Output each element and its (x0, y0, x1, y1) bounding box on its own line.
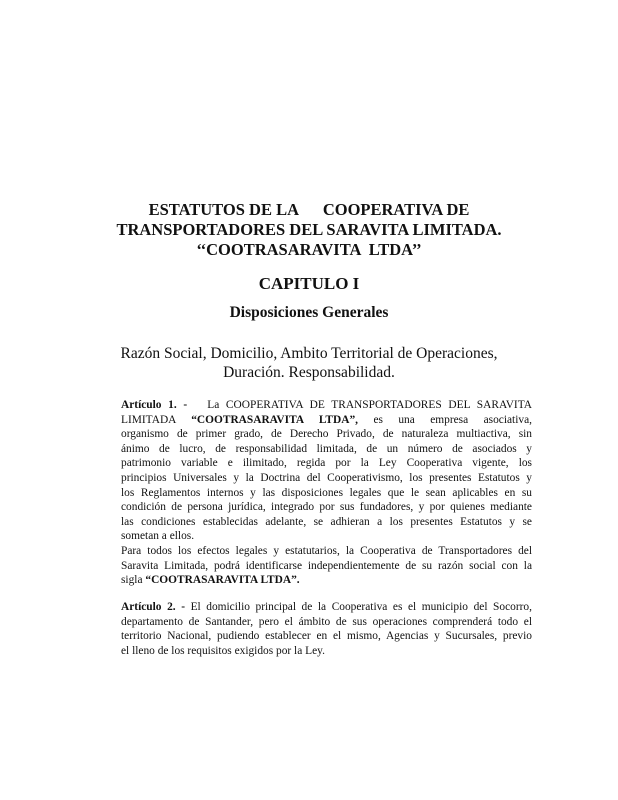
article-2-line-1-text: El domicilio principal de la Cooperativa es el municipio del Socorro, (190, 601, 532, 613)
article-1-line: ánimo de lucro, de responsabilidad limitada, de un número de asociados y (121, 442, 532, 455)
article-1-label: Artículo 1. - (121, 399, 188, 411)
article-1-line-1-text: La COOPERATIVA DE TRANSPORTADORES DEL SARAVITA (207, 399, 532, 411)
article-1-para2-line: Saravita Limitada, podrá identificarse independientemente de su razón social con la (121, 559, 532, 572)
article-1-line: los Reglamentos internos y las disposiciones legales que le sean aplicables en su (121, 486, 532, 499)
article-1-line: condición de persona jurídica, integrado por sus fundadores, y por quienes mediante (121, 501, 532, 514)
article-1-line: patrimonio variable e ilimitado, regida por la Ley Cooperativa vigente, los (121, 457, 532, 470)
title-line-3: ‘‘COOTRASARAVITA LTDA’’ (196, 240, 422, 259)
section-heading: Disposiciones Generales (229, 304, 389, 321)
article-1-line: organismo de primer grado, de Derecho Privado, de naturaleza multiactiva, sin (121, 428, 532, 441)
article-1-line-2-b: es una empresa asociativa, (373, 413, 532, 426)
article-1-line: principios Universales y la Doctrina del Cooperativismo, los presentes Estatutos y (121, 471, 532, 484)
article-1-para2-last-line (121, 573, 532, 588)
subheading-line-1: Razón Social, Domicilio, Ambito Territorial de Operaciones, (120, 345, 498, 362)
article-1-line-2 (121, 413, 532, 428)
article-1-para2-line: Para todos los efectos legales y estatutarios, la Cooperativa de Transportadores del (121, 544, 532, 557)
article-1 (121, 398, 532, 588)
article-2-line: territorio Nacional, pudiendo establecer en el mismo, Agencias y Sucursales, previo (121, 630, 532, 643)
title-line-2: TRANSPORTADORES DEL SARAVITA LIMITADA. (116, 220, 502, 239)
article-1-line-1 (121, 398, 532, 413)
article-1-line: las condiciones establecidas adelante, se adhieran a los presentes Estatutos y se (121, 515, 532, 528)
article-1-para2-last-text: sigla (121, 574, 143, 587)
document-title (0, 200, 618, 260)
article-1-line-2-a: LIMITADA (121, 413, 176, 426)
title-line-1: ESTATUTOS DE LA COOPERATIVA DE (148, 200, 470, 219)
chapter-heading: CAPITULO I (258, 274, 360, 293)
subheading (100, 344, 518, 382)
article-2-line: departamento de Santander, pero el ámbito de sus operaciones comprenderá todo el (121, 615, 532, 628)
article-1-acronym-bold: “COOTRASARAVITA LTDA”. (145, 574, 300, 587)
article-1-name-bold: “COOTRASARAVITA LTDA”, (191, 413, 359, 426)
article-2-label: Artículo 2. - (121, 601, 185, 613)
article-2 (121, 600, 532, 658)
article-2-line-1 (121, 600, 532, 615)
article-2-line: el lleno de los requisitos exigidos por la Ley. (121, 644, 325, 657)
article-1-line: sometan a ellos. (121, 530, 195, 543)
subheading-line-2: Duración. Responsabilidad. (223, 364, 395, 381)
